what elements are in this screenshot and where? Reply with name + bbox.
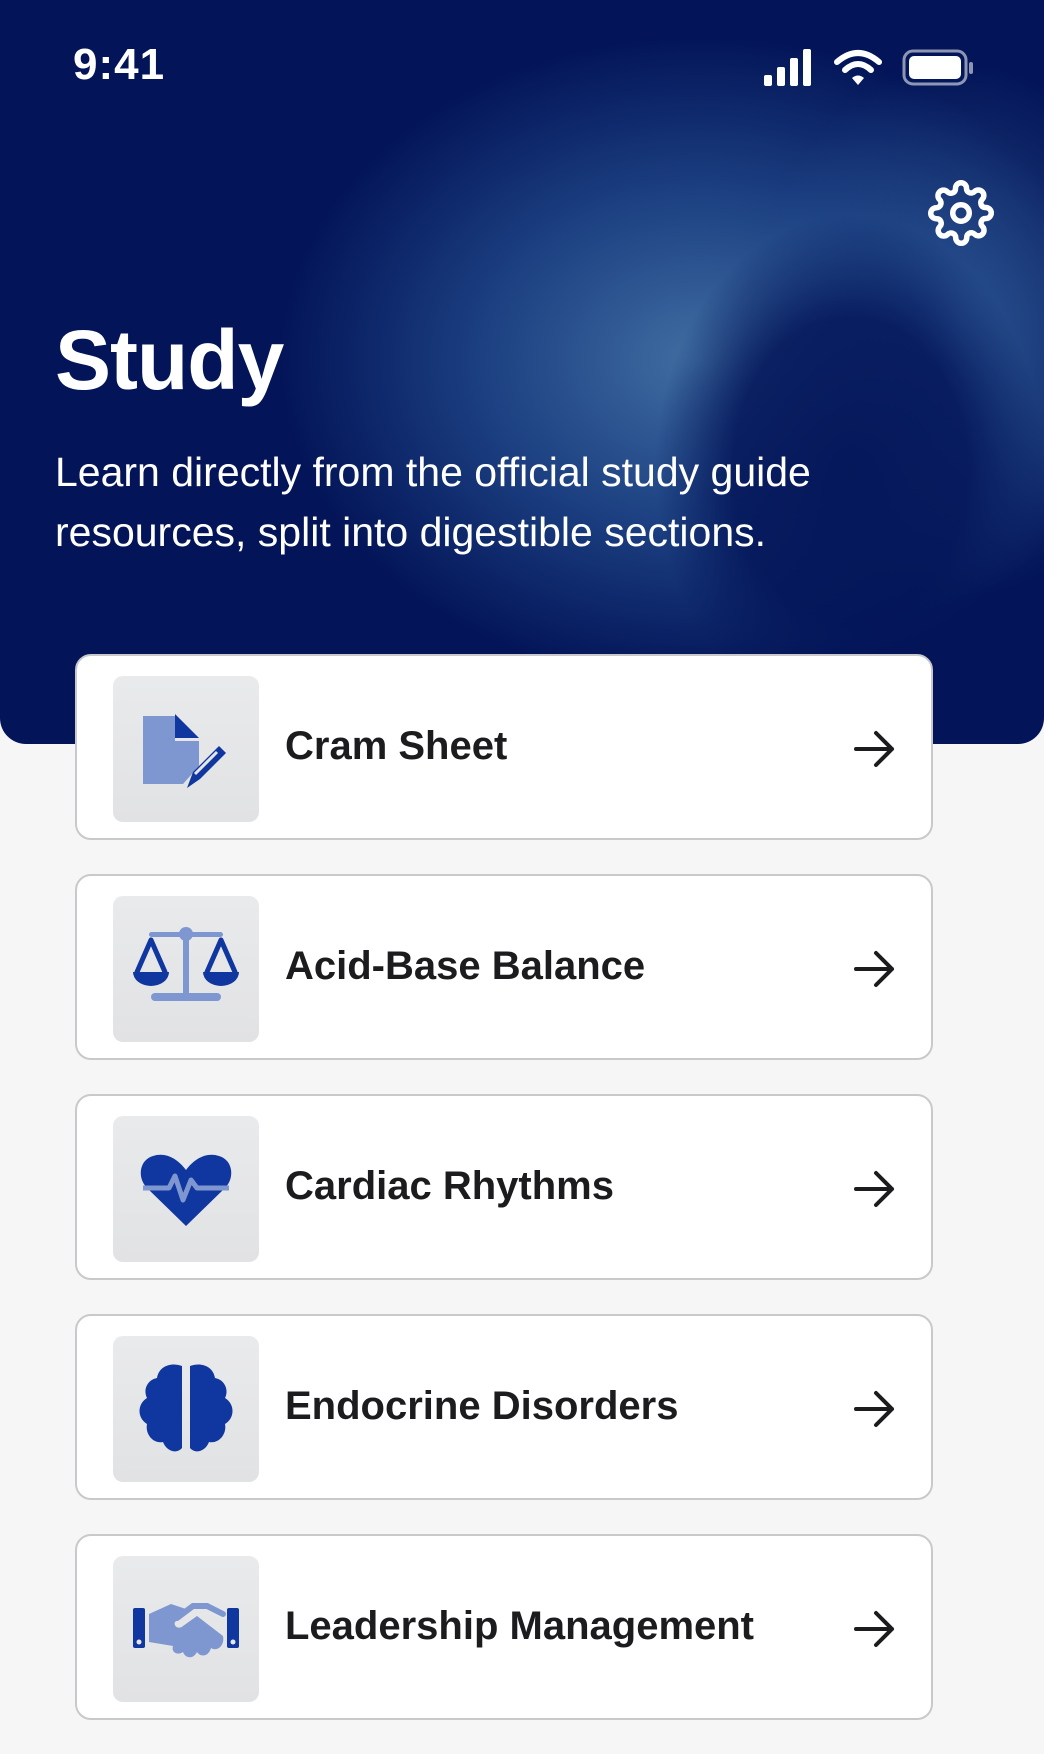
section-card-label: Endocrine Disorders bbox=[285, 1384, 679, 1428]
hero-header bbox=[0, 0, 1044, 744]
handshake-icon bbox=[113, 1556, 259, 1702]
status-time: 9:41 bbox=[73, 40, 166, 89]
page-subtitle: Learn directly from the official study guide resources, split into digestible sections. bbox=[55, 449, 811, 555]
arrow-right-icon bbox=[852, 946, 898, 992]
gear-icon[interactable] bbox=[928, 180, 994, 246]
section-thumbnail bbox=[113, 1116, 259, 1262]
section-card-label: Cardiac Rhythms bbox=[285, 1164, 614, 1208]
heart-pulse-icon bbox=[113, 1116, 259, 1262]
section-card-leadership-management[interactable] bbox=[75, 1534, 933, 1720]
arrow-right-icon bbox=[852, 1606, 898, 1652]
section-card-acid-base-balance[interactable] bbox=[75, 874, 933, 1060]
page-title: Study bbox=[55, 313, 284, 407]
arrow-right-icon bbox=[852, 1386, 898, 1432]
section-card-label: Leadership Management bbox=[285, 1604, 755, 1648]
arrow-right-icon bbox=[852, 1166, 898, 1212]
arrow-right-icon bbox=[852, 726, 898, 772]
balance-scale-icon bbox=[113, 896, 259, 1042]
section-card-endocrine-disorders[interactable] bbox=[75, 1314, 933, 1500]
section-card-cardiac-rhythms[interactable] bbox=[75, 1094, 933, 1280]
battery-icon bbox=[902, 48, 974, 88]
status-icons bbox=[762, 48, 974, 92]
section-thumbnail bbox=[113, 1336, 259, 1482]
section-list bbox=[75, 654, 933, 1754]
wifi-icon bbox=[834, 48, 882, 88]
brain-icon bbox=[113, 1336, 259, 1482]
cellular-signal-icon bbox=[762, 48, 814, 88]
section-card-label: Acid-Base Balance bbox=[285, 944, 646, 988]
section-card-label: Cram Sheet bbox=[285, 724, 508, 768]
section-thumbnail bbox=[113, 896, 259, 1042]
section-thumbnail bbox=[113, 676, 259, 822]
document-edit-icon bbox=[113, 676, 259, 822]
section-card-cram-sheet[interactable] bbox=[75, 654, 933, 840]
section-thumbnail bbox=[113, 1556, 259, 1702]
